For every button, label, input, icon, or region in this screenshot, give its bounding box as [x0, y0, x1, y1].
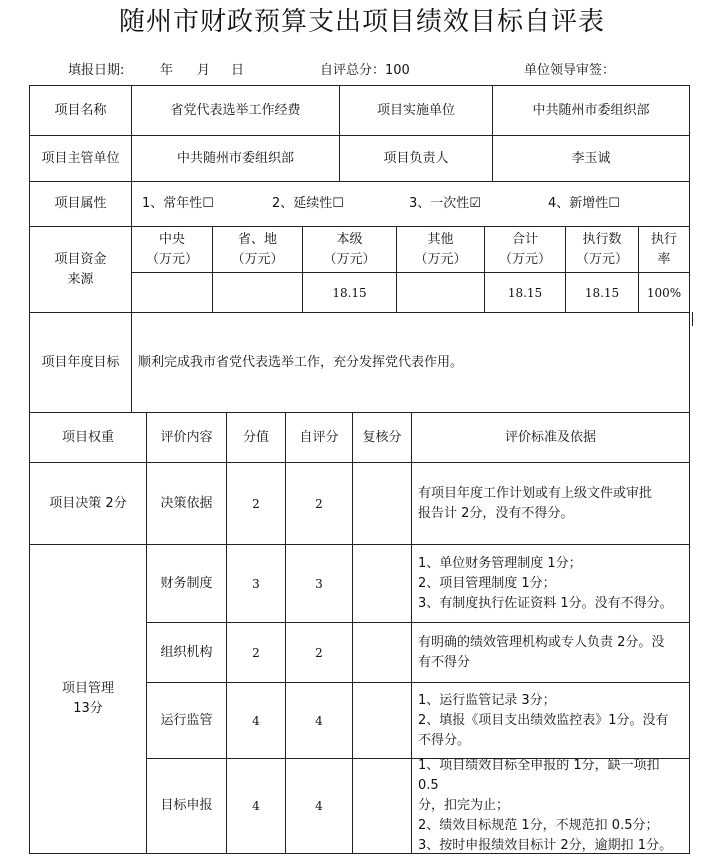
- mgmt-item-content: 运行监管: [160, 712, 213, 728]
- funds-other-header: 其他 （万元）: [414, 231, 467, 267]
- mgmt-item-criteria: 1、运行监管记录 3分； 2、填报《项目支出绩效监控表》1分。没有 不得分。: [418, 692, 669, 748]
- header-score: 分值: [242, 429, 269, 445]
- dept-label: 项目主管单位: [41, 150, 120, 166]
- mgmt-item-self-score: 4: [315, 713, 323, 728]
- mgmt-item-self-score: 3: [315, 576, 323, 591]
- funds-executed-header: 执行数 （万元）: [575, 231, 628, 267]
- funds-other-header-cell: [397, 227, 484, 272]
- funds-province-value: [213, 273, 302, 312]
- mgmt-item-criteria-cell: [412, 683, 689, 758]
- goal-label: 项目年度目标: [41, 354, 120, 370]
- self-score-total: 自评总分：100: [320, 63, 410, 78]
- impl-unit-value: 中共随州市委组织部: [532, 102, 650, 118]
- mgmt-item-review-score: [353, 759, 411, 853]
- funds-province-header: 省、地 （万元）: [231, 231, 284, 267]
- funds-local-value: 18.15: [332, 285, 367, 300]
- attr-option-one-time: 3、一次性☑: [409, 196, 481, 211]
- attr-option-continuing: 2、延续性☐: [272, 196, 344, 211]
- funds-province-header-cell: [213, 227, 302, 272]
- header-weight: 项目权重: [61, 429, 114, 445]
- attr-option-regular: 1、常年性☐: [142, 196, 214, 211]
- header-self-score: 自评分: [299, 429, 339, 445]
- decision-criteria-cell: [412, 463, 689, 544]
- funds-rate-header: 执行 率: [650, 231, 677, 267]
- mgmt-item-content: 目标申报: [160, 798, 213, 813]
- impl-unit-label: 项目实施单位: [376, 102, 455, 118]
- fill-date-month: 月: [197, 63, 211, 78]
- mgmt-item-review-score: [353, 623, 411, 682]
- mgmt-item-criteria: 1、项目绩效目标全申报的 1分，缺一项扣 0.5 分，扣完为止； 2、绩效目标规范 1分，不规范扣 0.5分； 3、按时申报绩效目标计 2分，逾期扣 1分。: [418, 759, 673, 853]
- dept-value: 中共随州市委组织部: [176, 150, 294, 166]
- decision-self-score: 2: [315, 496, 323, 511]
- mgmt-item-score: 3: [252, 576, 260, 591]
- owner-label: 项目负责人: [383, 150, 449, 166]
- mgmt-item-score: 2: [252, 645, 260, 660]
- project-name-value: 省党代表选举工作经费: [170, 102, 301, 118]
- funds-central-header-cell: [132, 227, 212, 272]
- management-weight: 项目管理 13分: [61, 681, 114, 716]
- funds-local-header: 本级 （万元）: [323, 231, 376, 267]
- goal-text: 顺利完成我市省党代表选举工作，充分发挥党代表作用。: [138, 354, 464, 370]
- decision-review-score: [353, 463, 411, 544]
- funds-central-value: [132, 273, 212, 312]
- decision-score: 2: [252, 496, 260, 511]
- funds-executed-value: 18.15: [584, 285, 620, 300]
- fill-date-label: 填报日期:: [68, 63, 125, 78]
- funds-other-value: [397, 273, 484, 312]
- owner-value: 李玉诚: [571, 150, 611, 166]
- mgmt-item-content: 组织机构: [160, 644, 213, 660]
- funds-total-value: 18.15: [507, 285, 543, 300]
- leader-review-label: 单位领导审签：: [524, 63, 616, 78]
- mgmt-item-criteria-cell: [412, 623, 689, 682]
- attr-option-new: 4、新增性☐: [548, 196, 620, 211]
- decision-content: 决策依据: [160, 495, 213, 511]
- attr-label: 项目属性: [54, 196, 107, 211]
- mgmt-item-content: 财务制度: [160, 575, 213, 591]
- funds-label: 项目资金 来源: [54, 251, 107, 287]
- mgmt-item-criteria: 1、单位财务管理制度 1分； 2、项目管理制度 1分； 3、有制度执行佐证资料 1分。没有不得分。: [418, 555, 673, 611]
- funds-total-header-cell: [485, 227, 565, 272]
- mgmt-item-criteria: 有明确的绩效管理机构或专人负责 2分。没 有不得分: [418, 634, 665, 670]
- page-title: 随州市财政预算支出项目绩效目标自评表: [118, 7, 605, 37]
- fill-date-year: 年: [160, 63, 174, 78]
- funds-total-header: 合计 （万元）: [498, 231, 551, 267]
- decision-weight: 项目决策 2分: [49, 495, 127, 511]
- fill-date-day: 日: [231, 63, 245, 78]
- header-criteria: 评价标准及依据: [504, 429, 596, 445]
- funds-local-header-cell: [303, 227, 396, 272]
- management-weight-cell: [30, 545, 146, 853]
- mgmt-item-self-score: 2: [315, 645, 323, 660]
- mgmt-item-criteria-cell: [412, 759, 689, 853]
- funds-rate-value: 100%: [646, 285, 682, 300]
- funds-central-header: 中央 （万元）: [145, 231, 198, 267]
- mgmt-item-criteria-cell: [412, 545, 689, 622]
- mgmt-item-review-score: [353, 545, 411, 622]
- funds-rate-header-cell: [639, 227, 689, 272]
- header-content: 评价内容: [160, 429, 213, 445]
- mgmt-item-review-score: [353, 683, 411, 758]
- funds-executed-header-cell: [566, 227, 638, 272]
- mgmt-item-score: 4: [252, 799, 260, 813]
- header-review-score: 复核分: [362, 429, 402, 445]
- mgmt-item-self-score: 4: [315, 799, 323, 813]
- mgmt-item-score: 4: [252, 713, 260, 728]
- funds-label-cell: [30, 227, 131, 312]
- decision-criteria: 有项目年度工作计划或有上级文件或审批 报告计 2分，没有不得分。: [418, 485, 653, 521]
- project-name-label: 项目名称: [54, 102, 107, 118]
